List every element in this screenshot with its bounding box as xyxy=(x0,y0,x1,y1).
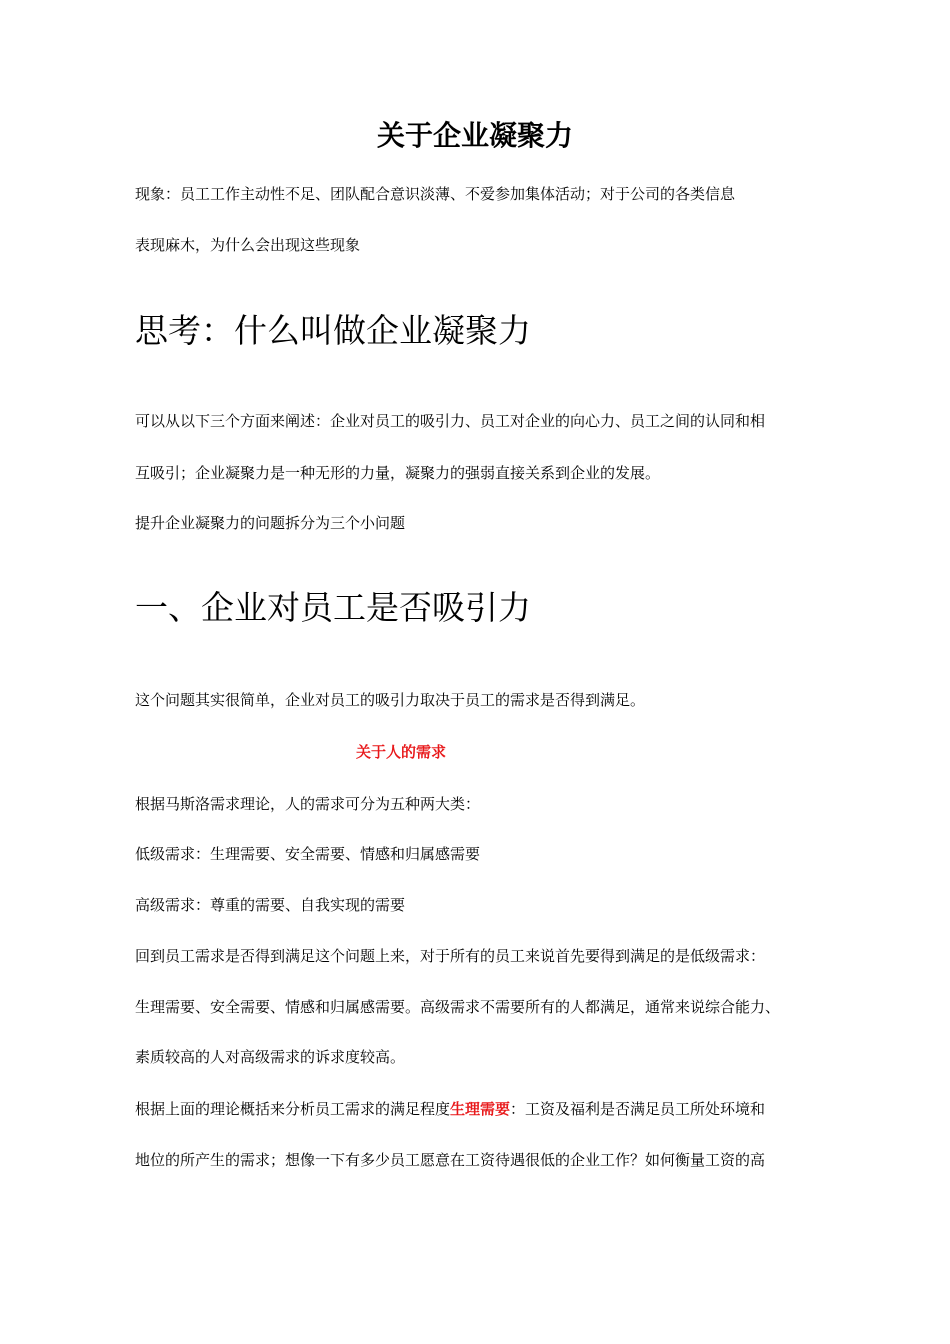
heading-one: 一、企业对员工是否吸引力 xyxy=(135,588,531,627)
analysis-text-after: ：工资及福利是否满足员工所处环境和 xyxy=(510,1100,766,1118)
subheading-needs: 关于人的需求 xyxy=(356,743,447,761)
document-title: 关于企业凝聚力 xyxy=(376,119,573,152)
intro-line-2: 表现麻木，为什么会出现这些现象 xyxy=(135,236,361,254)
intro-line-1: 现象：员工工作主动性不足、团队配合意识淡薄、不爱参加集体活动；对于公司的各类信息 xyxy=(135,185,736,203)
analysis-line-2: 地位的所产生的需求；想像一下有多少员工愿意在工资待遇很低的企业工作？如何衡量工资的高 xyxy=(135,1151,766,1169)
needs-line-3: 高级需求：尊重的需要、自我实现的需要 xyxy=(135,896,406,914)
think-line-1: 可以从以下三个方面来阐述：企业对员工的吸引力、员工对企业的向心力、员工之间的认同和相 xyxy=(135,412,766,430)
needs-line-1: 根据马斯洛需求理论，人的需求可分为五种两大类： xyxy=(135,795,481,813)
back-line-2: 生理需要、安全需要、情感和归属感需要。高级需求不需要所有的人都满足，通常来说综合能力、 xyxy=(135,998,781,1016)
think-split-line: 提升企业凝聚力的问题拆分为三个小问题 xyxy=(135,514,406,532)
back-line-3: 素质较高的人对高级需求的诉求度较高。 xyxy=(135,1048,406,1066)
think-line-2: 互吸引；企业凝聚力是一种无形的力量，凝聚力的强弱直接关系到企业的发展。 xyxy=(135,464,661,482)
one-paragraph: 这个问题其实很简单，企业对员工的吸引力取决于员工的需求是否得到满足。 xyxy=(135,691,646,709)
back-line-1: 回到员工需求是否得到满足这个问题上来，对于所有的员工来说首先要得到满足的是低级需求： xyxy=(135,947,766,965)
analysis-highlight: 生理需要 xyxy=(450,1100,511,1118)
analysis-text-before: 根据上面的理论概括来分析员工需求的满足程度 xyxy=(135,1100,451,1118)
needs-line-2: 低级需求：生理需要、安全需要、情感和归属感需要 xyxy=(135,845,481,863)
heading-think: 思考：什么叫做企业凝聚力 xyxy=(135,311,531,350)
analysis-line-1 xyxy=(135,1099,765,1119)
